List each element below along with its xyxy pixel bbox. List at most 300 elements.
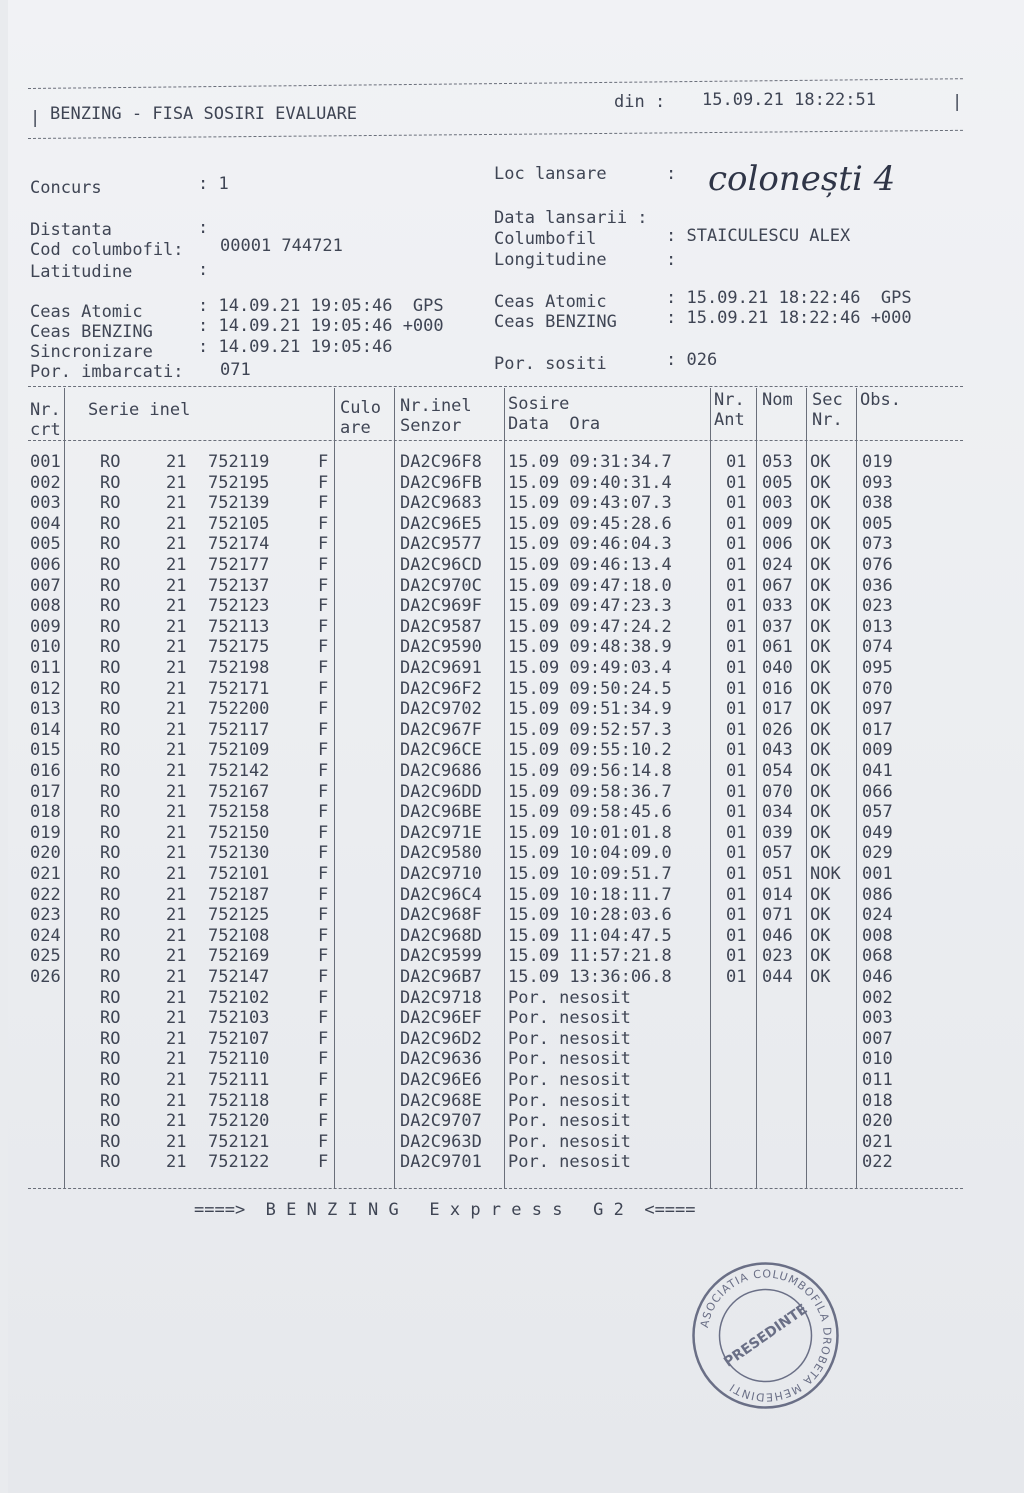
cell-sosire: Por. nesosit (508, 1090, 631, 1111)
cell-an: 21 (166, 925, 187, 946)
cell-nom: 017 (762, 699, 793, 720)
cell-sec: OK (810, 946, 831, 967)
cell-nr: 013 (30, 699, 61, 720)
cell-sosire: 15.09 09:58:45.6 (508, 802, 672, 823)
cell-senzor: DA2C9587 (400, 616, 482, 637)
cell-tara: RO (100, 1131, 121, 1152)
cell-inel: 752111 (208, 1070, 270, 1090)
cell-sosire: 15.09 09:40:31.4 (508, 472, 672, 493)
cell-inel: 752174 (208, 534, 270, 555)
cell-sex: F (318, 534, 329, 555)
cell-an: 21 (166, 1090, 187, 1111)
cell-tara: RO (100, 946, 121, 967)
cell-sec: OK (810, 575, 831, 596)
cell-sec: OK (810, 843, 831, 864)
cell-sec: OK (810, 637, 831, 658)
cell-tara: RO (100, 822, 121, 843)
cell-nom: 070 (762, 781, 793, 802)
cell-nr: 005 (30, 534, 61, 555)
din-value: 15.09.21 18:22:51 (702, 90, 876, 110)
cell-nom: 071 (762, 905, 793, 926)
cell-an: 21 (166, 987, 187, 1008)
cell-tara: RO (100, 987, 121, 1008)
stamp-center-text: PRESEDINTE (721, 1301, 811, 1371)
cell-sex: F (318, 740, 329, 761)
cell-nom: 051 (762, 864, 793, 884)
header-bottom-rule (28, 130, 963, 139)
cell-senzor: DA2C96F8 (400, 452, 482, 472)
cell-sex: F (318, 761, 329, 781)
cell-obs: 024 (862, 905, 893, 926)
cell-an: 21 (166, 802, 187, 823)
cell-sex: F (318, 905, 329, 926)
cell-senzor: DA2C9702 (400, 699, 482, 720)
cell-inel: 752147 (208, 967, 270, 987)
cell-obs: 009 (862, 740, 893, 761)
cell-an: 21 (166, 637, 187, 658)
cell-nr: 021 (30, 864, 61, 884)
cell-nr: 017 (30, 781, 61, 802)
cell-tara: RO (100, 1111, 121, 1132)
cell-tara: RO (100, 884, 121, 905)
columbofil-value: : STAICULESCU ALEX (666, 226, 851, 246)
cell-sex: F (318, 513, 329, 534)
cell-ant: 01 (726, 761, 747, 781)
cell-tara: RO (100, 925, 121, 946)
cell-nom: 039 (762, 822, 793, 843)
cell-inel: 752169 (208, 946, 270, 967)
cell-ant: 01 (726, 493, 747, 514)
cell-an: 21 (166, 575, 187, 596)
cell-tara: RO (100, 616, 121, 637)
cell-sex: F (318, 802, 329, 823)
cell-senzor: DA2C9707 (400, 1111, 482, 1132)
cell-obs: 002 (862, 987, 893, 1008)
cell-senzor: DA2C96F2 (400, 678, 482, 699)
cell-nom: 023 (762, 946, 793, 967)
longitudine-label: Longitudine (494, 250, 607, 270)
cell-sec: OK (810, 699, 831, 720)
cell-nom: 053 (762, 452, 793, 472)
cell-senzor: DA2C9691 (400, 658, 482, 678)
cell-tara: RO (100, 719, 121, 740)
cell-ant: 01 (726, 925, 747, 946)
cell-sosire: 15.09 11:04:47.5 (508, 925, 672, 946)
cell-ant: 01 (726, 472, 747, 493)
cell-nr: 016 (30, 761, 61, 781)
cell-nr: 011 (30, 658, 61, 678)
cell-obs: 021 (862, 1131, 893, 1152)
ceas-atomic-left-value: : 14.09.21 19:05:46 GPS (198, 296, 444, 316)
cell-nr: 012 (30, 678, 61, 699)
cell-obs: 010 (862, 1049, 893, 1070)
cell-an: 21 (166, 699, 187, 720)
cell-obs: 095 (862, 658, 893, 678)
cell-tara: RO (100, 1028, 121, 1049)
ceas-benzing-right-value: : 15.09.21 18:22:46 +000 (666, 308, 912, 328)
por-imbarcati-value: 071 (220, 360, 251, 380)
cell-tara: RO (100, 575, 121, 596)
cell-nr: 020 (30, 843, 61, 864)
cell-nr: 006 (30, 555, 61, 575)
ceas-atomic-right-label: Ceas Atomic (494, 292, 607, 312)
cell-obs: 068 (862, 946, 893, 967)
cell-sex: F (318, 1049, 329, 1070)
th-data-ora: Data Ora (508, 414, 601, 434)
cell-sex: F (318, 1008, 329, 1029)
cell-inel: 752187 (208, 884, 270, 905)
cell-nr: 019 (30, 822, 61, 843)
document-title: BENZING - FISA SOSIRI EVALUARE (50, 104, 358, 124)
cell-senzor: DA2C9686 (400, 761, 482, 781)
cell-sosire: 15.09 10:01:01.8 (508, 822, 672, 843)
cell-obs: 038 (862, 493, 893, 514)
cell-inel: 752109 (208, 740, 270, 761)
cell-senzor: DA2C9580 (400, 843, 482, 864)
col-divider-ant (756, 388, 757, 1188)
cell-sex: F (318, 967, 329, 987)
cell-sec: OK (810, 472, 831, 493)
col-divider-serie (334, 388, 335, 1188)
distanta-label: Distanta (30, 220, 112, 240)
cell-sec: OK (810, 534, 831, 555)
cell-an: 21 (166, 616, 187, 637)
cell-tara: RO (100, 452, 121, 472)
cell-an: 21 (166, 1008, 187, 1029)
cell-sosire: Por. nesosit (508, 1131, 631, 1152)
cell-nom: 043 (762, 740, 793, 761)
cell-senzor: DA2C9718 (400, 987, 482, 1008)
th-nr-ant: Nr. (714, 390, 745, 410)
cell-inel: 752158 (208, 802, 270, 823)
cell-inel: 752118 (208, 1090, 270, 1111)
cell-an: 21 (166, 761, 187, 781)
th-senzor: Senzor (400, 416, 462, 436)
cell-inel: 752122 (208, 1152, 270, 1173)
cell-nr: 001 (30, 452, 61, 472)
cell-nom: 016 (762, 678, 793, 699)
th-nom: Nom (762, 390, 793, 410)
table-header-rule (28, 440, 963, 441)
table-top-rule (28, 386, 963, 387)
cell-inel: 752142 (208, 761, 270, 781)
cell-obs: 022 (862, 1152, 893, 1173)
cell-senzor: DA2C968D (400, 925, 482, 946)
cell-nr: 025 (30, 946, 61, 967)
cell-inel: 752137 (208, 575, 270, 596)
cell-sec: OK (810, 678, 831, 699)
cell-nom: 009 (762, 513, 793, 534)
cell-inel: 752105 (208, 513, 270, 534)
cell-nr: 004 (30, 513, 61, 534)
cell-an: 21 (166, 864, 187, 884)
cell-sosire: 15.09 09:47:18.0 (508, 575, 672, 596)
cell-tara: RO (100, 864, 121, 884)
cell-senzor: DA2C96C4 (400, 884, 482, 905)
cod-columbofil-label: Cod columbofil: (30, 240, 184, 260)
cell-nr: 022 (30, 884, 61, 905)
cell-obs: 003 (862, 1008, 893, 1029)
loc-lansare-label: Loc lansare (494, 164, 607, 184)
cell-inel: 752102 (208, 987, 270, 1008)
cell-sosire: 15.09 09:56:14.8 (508, 761, 672, 781)
cell-inel: 752198 (208, 658, 270, 678)
cell-tara: RO (100, 658, 121, 678)
header-top-rule (28, 78, 963, 89)
cell-inel: 752121 (208, 1131, 270, 1152)
cell-an: 21 (166, 678, 187, 699)
cell-obs: 041 (862, 761, 893, 781)
cell-sosire: Por. nesosit (508, 1111, 631, 1132)
cell-sosire: 15.09 11:57:21.8 (508, 946, 672, 967)
cell-senzor: DA2C9590 (400, 637, 482, 658)
cell-nom: 057 (762, 843, 793, 864)
cell-an: 21 (166, 1070, 187, 1090)
cell-sex: F (318, 946, 329, 967)
cell-sec: OK (810, 493, 831, 514)
cell-sosire: 15.09 09:52:57.3 (508, 719, 672, 740)
cell-an: 21 (166, 843, 187, 864)
handwritten-location-text: colonești 4 (708, 159, 896, 199)
cell-sec: OK (810, 781, 831, 802)
cell-nr: 009 (30, 616, 61, 637)
cell-sosire: 15.09 09:58:36.7 (508, 781, 672, 802)
cell-ant: 01 (726, 513, 747, 534)
concurs-value: : 1 (198, 174, 229, 194)
cell-obs: 066 (862, 781, 893, 802)
cell-inel: 752171 (208, 678, 270, 699)
cell-an: 21 (166, 740, 187, 761)
cell-inel: 752117 (208, 719, 270, 740)
th-sosire: Sosire (508, 394, 570, 414)
cell-an: 21 (166, 534, 187, 555)
cell-an: 21 (166, 472, 187, 493)
cell-senzor: DA2C96B7 (400, 967, 482, 987)
cell-inel: 752123 (208, 596, 270, 617)
cell-inel: 752110 (208, 1049, 270, 1070)
cell-tara: RO (100, 1090, 121, 1111)
cell-sec: OK (810, 740, 831, 761)
din-label: din : (614, 92, 666, 112)
cell-obs: 007 (862, 1028, 893, 1049)
cell-sex: F (318, 987, 329, 1008)
cell-senzor: DA2C968F (400, 905, 482, 926)
cell-ant: 01 (726, 658, 747, 678)
cell-nom: 024 (762, 555, 793, 575)
cell-tara: RO (100, 678, 121, 699)
cell-an: 21 (166, 513, 187, 534)
cell-sosire: 15.09 09:31:34.7 (508, 452, 672, 472)
document-sheet (8, 0, 1024, 1493)
ceas-atomic-right-value: : 15.09.21 18:22:46 GPS (666, 288, 912, 308)
distanta-value: : (198, 218, 209, 238)
cell-an: 21 (166, 719, 187, 740)
cell-inel: 752125 (208, 905, 270, 926)
cell-sec: OK (810, 513, 831, 534)
cell-sosire: 15.09 10:28:03.6 (508, 905, 672, 926)
cell-an: 21 (166, 555, 187, 575)
cell-nom: 061 (762, 637, 793, 658)
cell-obs: 086 (862, 884, 893, 905)
cell-inel: 752150 (208, 822, 270, 843)
latitudine-label: Latitudine (30, 262, 133, 282)
cell-senzor: DA2C96CE (400, 740, 482, 761)
header-right-bar: | (952, 92, 963, 112)
cell-sosire: 15.09 10:09:51.7 (508, 864, 672, 884)
cell-sec: OK (810, 967, 831, 987)
cell-ant: 01 (726, 843, 747, 864)
cell-nom: 033 (762, 596, 793, 617)
cell-tara: RO (100, 472, 121, 493)
cell-tara: RO (100, 967, 121, 987)
cell-obs: 070 (862, 678, 893, 699)
cell-nom: 034 (762, 802, 793, 823)
cell-sec: OK (810, 761, 831, 781)
cell-ant: 01 (726, 719, 747, 740)
cod-columbofil-value: 00001 744721 (220, 236, 343, 256)
cell-inel: 752107 (208, 1028, 270, 1049)
cell-sex: F (318, 678, 329, 699)
th-sec-nr: Nr. (812, 410, 843, 430)
cell-obs: 076 (862, 555, 893, 575)
cell-ant: 01 (726, 678, 747, 699)
cell-sec: OK (810, 555, 831, 575)
cell-senzor: DA2C96FB (400, 472, 482, 493)
round-stamp (688, 1258, 843, 1413)
cell-an: 21 (166, 1131, 187, 1152)
cell-an: 21 (166, 596, 187, 617)
cell-tara: RO (100, 534, 121, 555)
ceas-benzing-left-label: Ceas BENZING (30, 322, 153, 342)
ceas-benzing-right-label: Ceas BENZING (494, 312, 617, 332)
cell-inel: 752103 (208, 1008, 270, 1029)
cell-sosire: 15.09 09:48:38.9 (508, 637, 672, 658)
cell-sosire: 15.09 09:47:23.3 (508, 596, 672, 617)
cell-sosire: Por. nesosit (508, 1152, 631, 1173)
cell-nom: 014 (762, 884, 793, 905)
handwritten-location (708, 152, 968, 212)
cell-sex: F (318, 493, 329, 514)
columbofil-label: Columbofil (494, 229, 597, 249)
cell-an: 21 (166, 452, 187, 472)
cell-sex: F (318, 555, 329, 575)
cell-nom: 040 (762, 658, 793, 678)
cell-obs: 013 (862, 616, 893, 637)
cell-nr: 007 (30, 575, 61, 596)
th-serie-inel: Serie inel (88, 400, 191, 420)
col-divider-nr (64, 388, 65, 1188)
cell-sec: OK (810, 925, 831, 946)
cell-tara: RO (100, 1049, 121, 1070)
cell-nr: 002 (30, 472, 61, 493)
cell-sosire: Por. nesosit (508, 987, 631, 1008)
cell-tara: RO (100, 699, 121, 720)
cell-an: 21 (166, 967, 187, 987)
cell-senzor: DA2C968E (400, 1090, 482, 1111)
cell-nom: 003 (762, 493, 793, 514)
cell-obs: 036 (862, 575, 893, 596)
cell-inel: 752139 (208, 493, 270, 514)
por-imbarcati-label: Por. imbarcati: (30, 362, 184, 382)
cell-sosire: 15.09 09:43:07.3 (508, 493, 672, 514)
cell-senzor: DA2C9577 (400, 534, 482, 555)
longitudine-value: : (666, 250, 677, 270)
cell-an: 21 (166, 822, 187, 843)
th-culoare-1: Culo (340, 398, 381, 418)
cell-tara: RO (100, 781, 121, 802)
cell-senzor: DA2C971E (400, 822, 482, 843)
th-sec: Sec (812, 390, 843, 410)
table-bottom-rule (28, 1188, 963, 1189)
cell-senzor: DA2C96CD (400, 555, 482, 575)
cell-senzor: DA2C9683 (400, 493, 482, 514)
cell-tara: RO (100, 843, 121, 864)
cell-inel: 752113 (208, 616, 270, 637)
cell-senzor: DA2C9710 (400, 864, 482, 884)
cell-tara: RO (100, 513, 121, 534)
cell-ant: 01 (726, 699, 747, 720)
cell-an: 21 (166, 905, 187, 926)
cell-sosire: 15.09 09:47:24.2 (508, 616, 672, 637)
cell-obs: 017 (862, 719, 893, 740)
cell-senzor: DA2C96E5 (400, 513, 482, 534)
th-ant: Ant (714, 410, 745, 430)
cell-an: 21 (166, 884, 187, 905)
sincronizare-value: : 14.09.21 19:05:46 (198, 337, 393, 357)
cell-an: 21 (166, 1028, 187, 1049)
cell-sex: F (318, 1028, 329, 1049)
cell-obs: 011 (862, 1070, 893, 1090)
cell-inel: 752175 (208, 637, 270, 658)
cell-nr: 018 (30, 802, 61, 823)
cell-ant: 01 (726, 822, 747, 843)
cell-sosire: 15.09 09:51:34.9 (508, 699, 672, 720)
cell-inel: 752177 (208, 555, 270, 575)
cell-sosire: 15.09 09:46:13.4 (508, 555, 672, 575)
cell-ant: 01 (726, 946, 747, 967)
cell-obs: 057 (862, 802, 893, 823)
cell-inel: 752101 (208, 864, 270, 884)
cell-inel: 752120 (208, 1111, 270, 1132)
cell-nom: 067 (762, 575, 793, 596)
cell-sec: NOK (810, 864, 841, 884)
cell-tara: RO (100, 1152, 121, 1173)
cell-ant: 01 (726, 596, 747, 617)
cell-sosire: 15.09 10:18:11.7 (508, 884, 672, 905)
cell-ant: 01 (726, 534, 747, 555)
cell-senzor: DA2C96D2 (400, 1028, 482, 1049)
cell-senzor: DA2C969F (400, 596, 482, 617)
cell-an: 21 (166, 658, 187, 678)
cell-sex: F (318, 781, 329, 802)
th-nr: Nr. (30, 400, 61, 420)
cell-sex: F (318, 822, 329, 843)
cell-sosire: 15.09 09:55:10.2 (508, 740, 672, 761)
cell-sec: OK (810, 905, 831, 926)
cell-tara: RO (100, 596, 121, 617)
cell-sosire: Por. nesosit (508, 1028, 631, 1049)
cell-sosire: 15.09 09:49:03.4 (508, 658, 672, 678)
cell-an: 21 (166, 1049, 187, 1070)
cell-obs: 049 (862, 822, 893, 843)
th-nr-inel: Nr.inel (400, 396, 472, 416)
cell-ant: 01 (726, 884, 747, 905)
stamp-outer-text: ASOCIATIA COLUMBOFILA DROBETA MEHEDINTI (697, 1267, 834, 1404)
col-divider-nom (806, 388, 807, 1188)
cell-sosire: 15.09 09:50:24.5 (508, 678, 672, 699)
cell-tara: RO (100, 493, 121, 514)
cell-nom: 037 (762, 616, 793, 637)
